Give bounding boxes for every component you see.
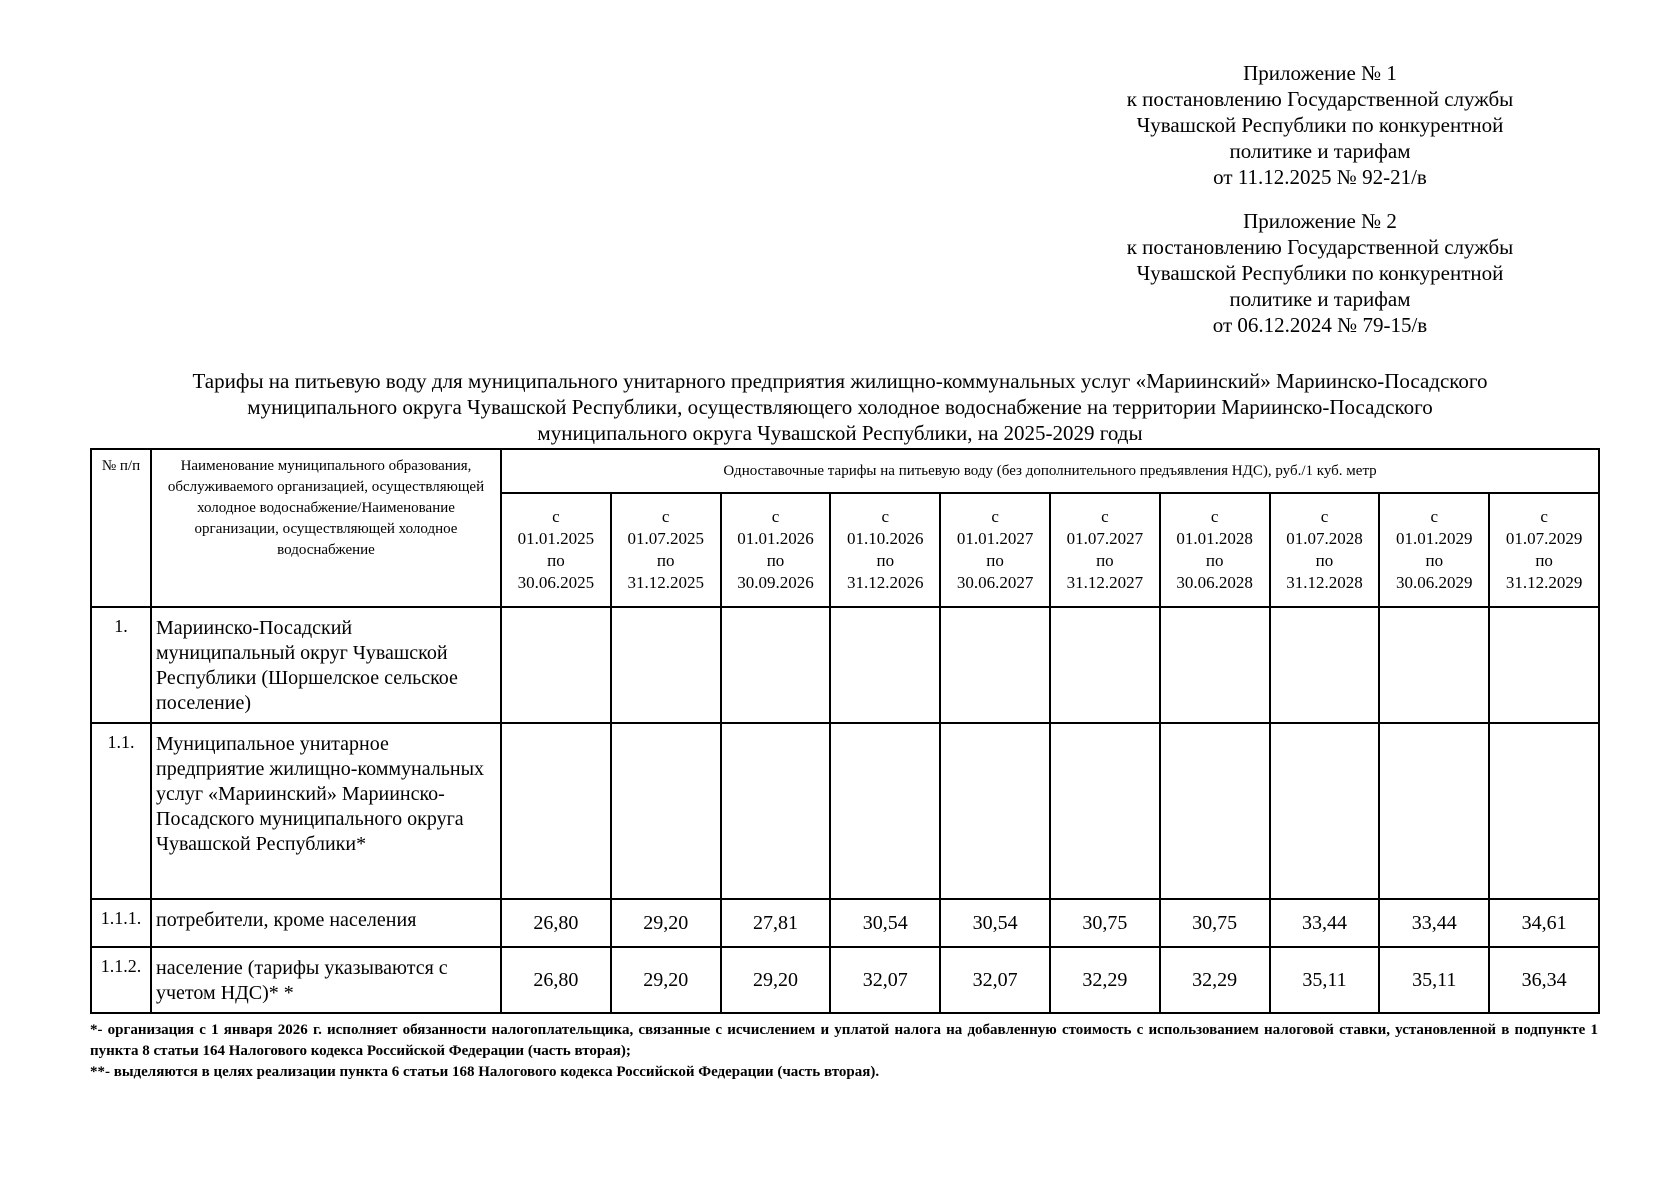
period-prefix: с: [1320, 507, 1329, 526]
footnotes: [90, 1020, 1598, 1083]
header-name: Наименование муниципального образования, обслуживаемого организацией, осуществляющей холодное водоснабжение/Наименование организации, осуществляющей холодное водоснабжение: [151, 449, 501, 607]
table-row: [91, 723, 1599, 899]
tariff-value: 32,07: [830, 947, 940, 1013]
period-prefix: с: [1430, 507, 1439, 526]
title-line-2: муниципального округа Чувашской Республики, осуществляющего холодное водоснабжение на территории Мариинско-Посадского: [247, 395, 1433, 419]
tariff-value: 32,29: [1050, 947, 1160, 1013]
title-line-3: муниципального округа Чувашской Республики, на 2025-2029 годы: [537, 421, 1143, 445]
period-to: 30.06.2028: [1176, 573, 1253, 592]
period-mid: по: [986, 551, 1004, 570]
period-header: [1160, 493, 1270, 607]
tariff-value: 27,81: [721, 899, 831, 947]
period-header: [611, 493, 721, 607]
tariff-value: 26,80: [501, 947, 611, 1013]
period-prefix: с: [991, 507, 999, 526]
row-name: Муниципальное унитарное предприятие жилищно-коммунальных услуг «Мариинский» Мариинско-Посадского муниципального округа Чувашской Республики*: [151, 723, 501, 899]
period-to: 31.12.2028: [1286, 573, 1363, 592]
period-mid: по: [1315, 551, 1334, 570]
tariff-value: 30,75: [1160, 899, 1270, 947]
period-to: 30.06.2027: [956, 573, 1034, 592]
row-name: потребители, кроме населения: [151, 899, 501, 947]
tariff-value: 35,11: [1379, 947, 1489, 1013]
appendix-1-line-4: политике и тарифам: [1229, 139, 1411, 163]
tariff-value: 30,54: [940, 899, 1050, 947]
period-prefix: с: [552, 507, 560, 526]
tariff-value: 30,54: [830, 899, 940, 947]
footnote-2: **- выделяются в целях реализации пункта 6 статьи 168 Налогового кодекса Российской Федерации (часть вторая).: [90, 1064, 880, 1080]
period-from: 01.01.2028: [1176, 529, 1253, 548]
period-from: 01.07.2029: [1505, 529, 1583, 548]
period-mid: по: [766, 551, 785, 570]
appendix-1-line-5: от 11.12.2025 № 92-21/в: [1213, 165, 1427, 189]
period-from: 01.01.2029: [1396, 529, 1473, 548]
tariff-value: 30,75: [1050, 899, 1160, 947]
period-to: 30.09.2026: [737, 573, 814, 592]
period-to: 31.12.2026: [847, 573, 924, 592]
header-num: № п/п: [91, 449, 151, 607]
row-name: население (тарифы указываются с учетом НДС)* *: [151, 947, 501, 1013]
period-from: 01.01.2026: [737, 529, 814, 548]
period-to: 30.06.2029: [1396, 573, 1473, 592]
appendix-1-header: [1080, 60, 1560, 190]
period-prefix: с: [1101, 507, 1109, 526]
period-mid: по: [1535, 551, 1553, 570]
period-to: 30.06.2025: [517, 573, 595, 592]
period-mid: по: [1205, 551, 1224, 570]
period-mid: по: [1096, 551, 1114, 570]
document-title: [90, 368, 1590, 446]
tariff-value: 33,44: [1270, 899, 1380, 947]
period-prefix: с: [771, 507, 780, 526]
table-row: [91, 607, 1599, 723]
tariff-value: 32,07: [940, 947, 1050, 1013]
appendix-2-line-3: Чувашской Республики по конкурентной: [1136, 261, 1504, 285]
period-from: 01.07.2028: [1286, 529, 1363, 548]
period-mid: по: [656, 551, 675, 570]
period-header: [1050, 493, 1160, 607]
row-number: 1.1.1.: [91, 899, 151, 947]
row-number: 1.1.: [91, 723, 151, 899]
period-mid: по: [547, 551, 565, 570]
period-header: [940, 493, 1050, 607]
table-row: [91, 899, 1599, 947]
table-row: [91, 947, 1599, 1013]
title-line-1: Тарифы на питьевую воду для муниципального унитарного предприятия жилищно-коммунальных услуг «Мариинский» Мариинско-Посадского: [192, 369, 1488, 393]
tariff-value: 29,20: [611, 899, 721, 947]
tariff-value: 34,61: [1489, 899, 1599, 947]
period-to: 31.12.2025: [627, 573, 704, 592]
tariff-value: 33,44: [1379, 899, 1489, 947]
tariff-value: 26,80: [501, 899, 611, 947]
period-prefix: с: [881, 507, 890, 526]
period-header: [1489, 493, 1599, 607]
appendix-2-line-1: Приложение № 2: [1243, 209, 1397, 233]
tariff-value: 35,11: [1270, 947, 1380, 1013]
period-header: [830, 493, 940, 607]
row-number: 1.1.2.: [91, 947, 151, 1013]
header-tariffs: Одноставочные тарифы на питьевую воду (без дополнительного предъявления НДС), руб./1 куб. метр: [501, 449, 1599, 493]
period-prefix: с: [1210, 507, 1219, 526]
period-to: 31.12.2027: [1066, 573, 1144, 592]
period-mid: по: [1425, 551, 1444, 570]
appendix-2-header: [1080, 208, 1560, 338]
period-from: 01.01.2027: [956, 529, 1034, 548]
tariff-value: 36,34: [1489, 947, 1599, 1013]
appendix-2-line-2: к постановлению Государственной службы: [1126, 235, 1514, 259]
period-from: 01.10.2026: [847, 529, 924, 548]
period-header: [1379, 493, 1489, 607]
appendix-2-line-4: политике и тарифам: [1229, 287, 1411, 311]
tariff-value: 32,29: [1160, 947, 1270, 1013]
period-to: 31.12.2029: [1505, 573, 1583, 592]
period-header: [721, 493, 831, 607]
footnote-1: *- организация с 1 января 2026 г. исполняет обязанности налогоплательщика, связанные с исчислением и уплатой налога на добавленную стоимость с использованием налоговой ставки, установленной в подпункте 1 пункта 8 статьи 164 Налогового кодекса Российской Федерации (часть вторая);: [90, 1022, 1598, 1059]
period-header: [1270, 493, 1380, 607]
appendix-2-line-5: от 06.12.2024 № 79-15/в: [1212, 313, 1428, 337]
period-from: 01.01.2025: [517, 529, 595, 548]
period-from: 01.07.2027: [1066, 529, 1144, 548]
row-number: 1.: [91, 607, 151, 723]
appendix-1-line-1: Приложение № 1: [1243, 61, 1397, 85]
appendix-1-line-3: Чувашской Республики по конкурентной: [1136, 113, 1504, 137]
period-from: 01.07.2025: [627, 529, 704, 548]
row-name: Мариинско-Посадский муниципальный округ Чувашской Республики (Шоршелское сельское поселение): [151, 607, 501, 723]
period-mid: по: [876, 551, 895, 570]
appendix-1-line-2: к постановлению Государственной службы: [1126, 87, 1514, 111]
tariff-value: 29,20: [721, 947, 831, 1013]
period-header: [501, 493, 611, 607]
tariff-value: 29,20: [611, 947, 721, 1013]
period-prefix: с: [661, 507, 670, 526]
tariff-table: [90, 448, 1600, 1014]
period-prefix: с: [1540, 507, 1548, 526]
